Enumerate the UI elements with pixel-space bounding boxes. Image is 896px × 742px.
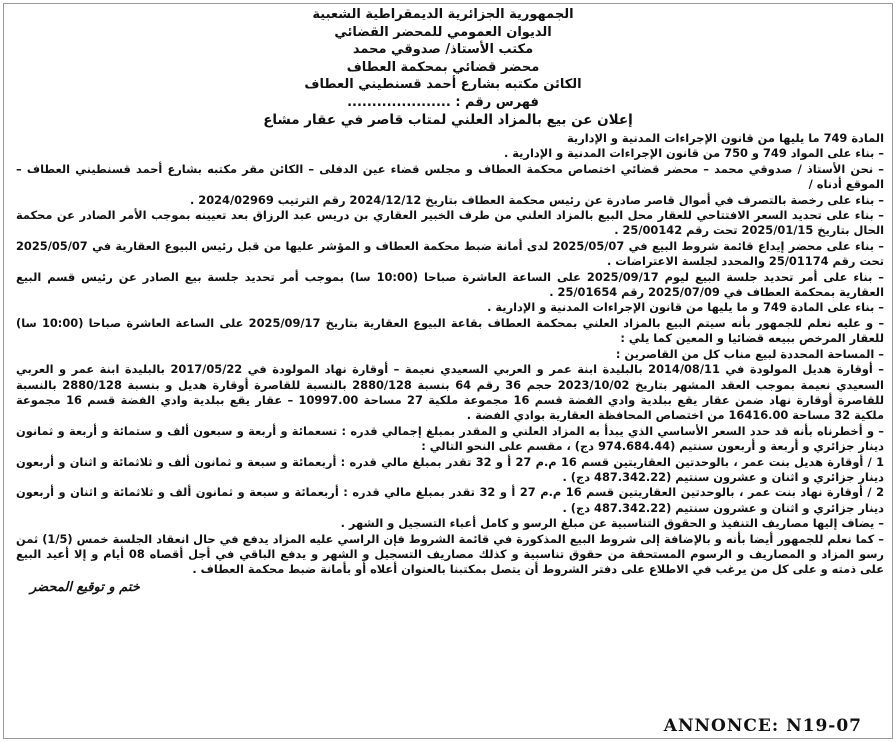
paragraph: – و أخطرناه بأنه قد حدد السعر الأساسي الذي يبدأ به المزاد العلني و المقدر بمبلغ إجمالي قدره : تسعمائة و أربعة و سبعون ألف و ستمائة و أربعة و ثمانون دينار جزائري و أربعة و أربعون سنتيم (974.684.44 دج) ، مقسم على النحو التالي : [16, 423, 884, 454]
announcement-body [10, 131, 886, 578]
header-office: الديوان العمومي للمحضر القضائي [334, 24, 552, 40]
paragraph: – المساحة المحددة لبيع مناب كل من القاصرين : [615, 346, 884, 361]
paragraph: – بناء على محضر إيداع قائمة شروط البيع في 2025/05/07 لدى أمانة ضبط محكمة العطاف و المؤشر عليها من قبل رئيس البيوع العقارية في 2025/05/07 تحت رقم 25/01174 والمحدد لجلسة الاعتراضات . [16, 238, 885, 269]
paragraph: – أوقارة هديل المولودة في 2014/08/11 بالبليدة ابنة عمر و العربي السعيدي نعيمة – أوقارة نهاد المولودة في 2017/05/22 بالبليدة ابنة عمر و العربي السعيدي نعيمة بموجب العقد المشهر بتاريخ 2023/10/02 حجم 36 رقم 64 بنسبة 2880/128 بالنسبة للقاصرة أوقارة هديل و بنسبة 2880/128 بالنسبة للقاصرة أوقارة نهاد ضمن عقار يقع ببلدية وادي الفضة قسم 16 مجموعة ملكية 27 مساحة 10997.00 – عقار يقع ببلدية وادي الفضة قسم 16 مجموعة ملكية 32 مساحة 16416.00 من اختصاص المحافظة العقارية بوادي الفضة . [16, 362, 884, 423]
header-court: محضر قضائي بمحكمة العطاف [346, 59, 540, 75]
paragraph: – بناء على تحديد السعر الافتتاحي للعقار محل البيع بالمزاد العلني من طرف الخبير العقاري بن دريس عبد الرزاق بعد تعيينه بموجب الأمر الصادر عن محكمة الحال بتاريخ 2025/01/15 تحت رقم 25/00142 . [16, 208, 884, 238]
paragraph: – يضاف إليها مصاريف التنفيذ و الحقوق التناسبية عن مبلغ الرسو و كامل أعباء التسجيل و الشهر . [340, 516, 884, 531]
paragraph: – بناء على أمر تحديد جلسة البيع ليوم 2025/09/17 على الساعة العاشرة صباحا (10:00 سا) بموجب أمر تحديد جلسة بيع الصادر عن رئيس قسم البيع العقارية بمحكمة العطاف في 2025/07/09 رقم 25/01654 . [16, 269, 885, 300]
paragraph: 2 / أوقارة نهاد بنت عمر ، بالوحدتين العقاريتين قسم 16 م.م 27 أ و 32 تقدر بمبلغ مالي قدره : أربعمائة و سبعة و ثمانون ألف و ثلاثمائة و اثنان و أربعون دينار جزائري و اثنان و عشرون سنتيم (487.342.22 دج) . [16, 485, 884, 515]
header-republic: الجمهورية الجزائرية الديمقراطية الشعبية [312, 7, 574, 22]
paragraph: 1 / أوقارة هديل بنت عمر ، بالوحدتين العقاريتين قسم 16 م.م 27 أ و 32 تقدر بمبلغ مالي قدره : أربعمائة و سبعة و ثمانون ألف و ثلاثمائة و اثنان و أربعون دينار جزائري و اثنان و عشرون سنتيم (487.342.22 دج) . [16, 454, 884, 484]
annonce-number: ANNONCE: N19-07 [663, 716, 862, 736]
paragraph: – نحن الأستاذ / صدوقي محمد – محضر قضائي اختصاص محكمة العطاف و مجلس قضاء عين الدفلى – الكائن مقر مكتبه بشارع أحمد قسنطيني العطاف – الموقع أدناه / [16, 161, 884, 192]
paragraph: – كما نعلم للجمهور أيضا بأنه و بالإضافة إلى شروط البيع المذكورة في قائمة الشروط فإن الراسي عليه المزاد يدفع في حال انعقاد الجلسة خمس (1/5) ثمن رسو المزاد و المصاريف و الرسوم المستحقة من حقوق تناسبية و كذلك مصاريف التسجيل و الشهر و يدفع الباقي في أجل أقصاه 08 أيام و إلا أعيد البيع على ذمته و على كل من يرغب في الاطلاع على دفتر الشروط أن يتصل بمكتبنا بالعنوان أعلاه أو بأمانة ضبط محكمة العطاف . [16, 531, 884, 577]
paragraph: – بناء على رخصة بالتصرف في أموال قاصر صادرة عن رئيس محكمة العطاف بتاريخ 2024/12/12 رقم الترتيب 2024/02969 . [189, 192, 884, 207]
paragraph: – بناء على المواد 749 و 750 من قانون الإجراءات المدنية و الإدارية . [503, 146, 884, 161]
announcement-title: إعلان عن بيع بالمزاد العلني لمتاب قاصر في عقار مشاع [263, 112, 633, 128]
paragraph: – و عليه نعلم للجمهور بأنه سيتم البيع بالمزاد العلني بمحكمة العطاف بقاعة البيوع العقارية بتاريخ 2025/09/17 على الساعة العاشرة صباحا (10:00 سا) للعقار المرخص ببيعه قضائيا و المعين كما يلي : [16, 315, 885, 346]
paragraph: المادة 749 ما يليها من قانون الإجراءات المدنية و الإدارية [567, 131, 884, 145]
paragraph: – بناء على المادة 749 و ما يليها من قانون الإجراءات المدنية و الإدارية . [487, 300, 884, 315]
header-bailiff-name: مكتب الأستاذ/ صدوقي محمد [352, 42, 534, 57]
header-address: الكائن مكتبه بشارع أحمد قسنطيني العطاف [304, 77, 582, 92]
signature-line: ختم و توقيع المحضر [30, 579, 140, 595]
header-block [10, 6, 886, 111]
header-index: فهرس رقم : ..................... [347, 94, 539, 110]
